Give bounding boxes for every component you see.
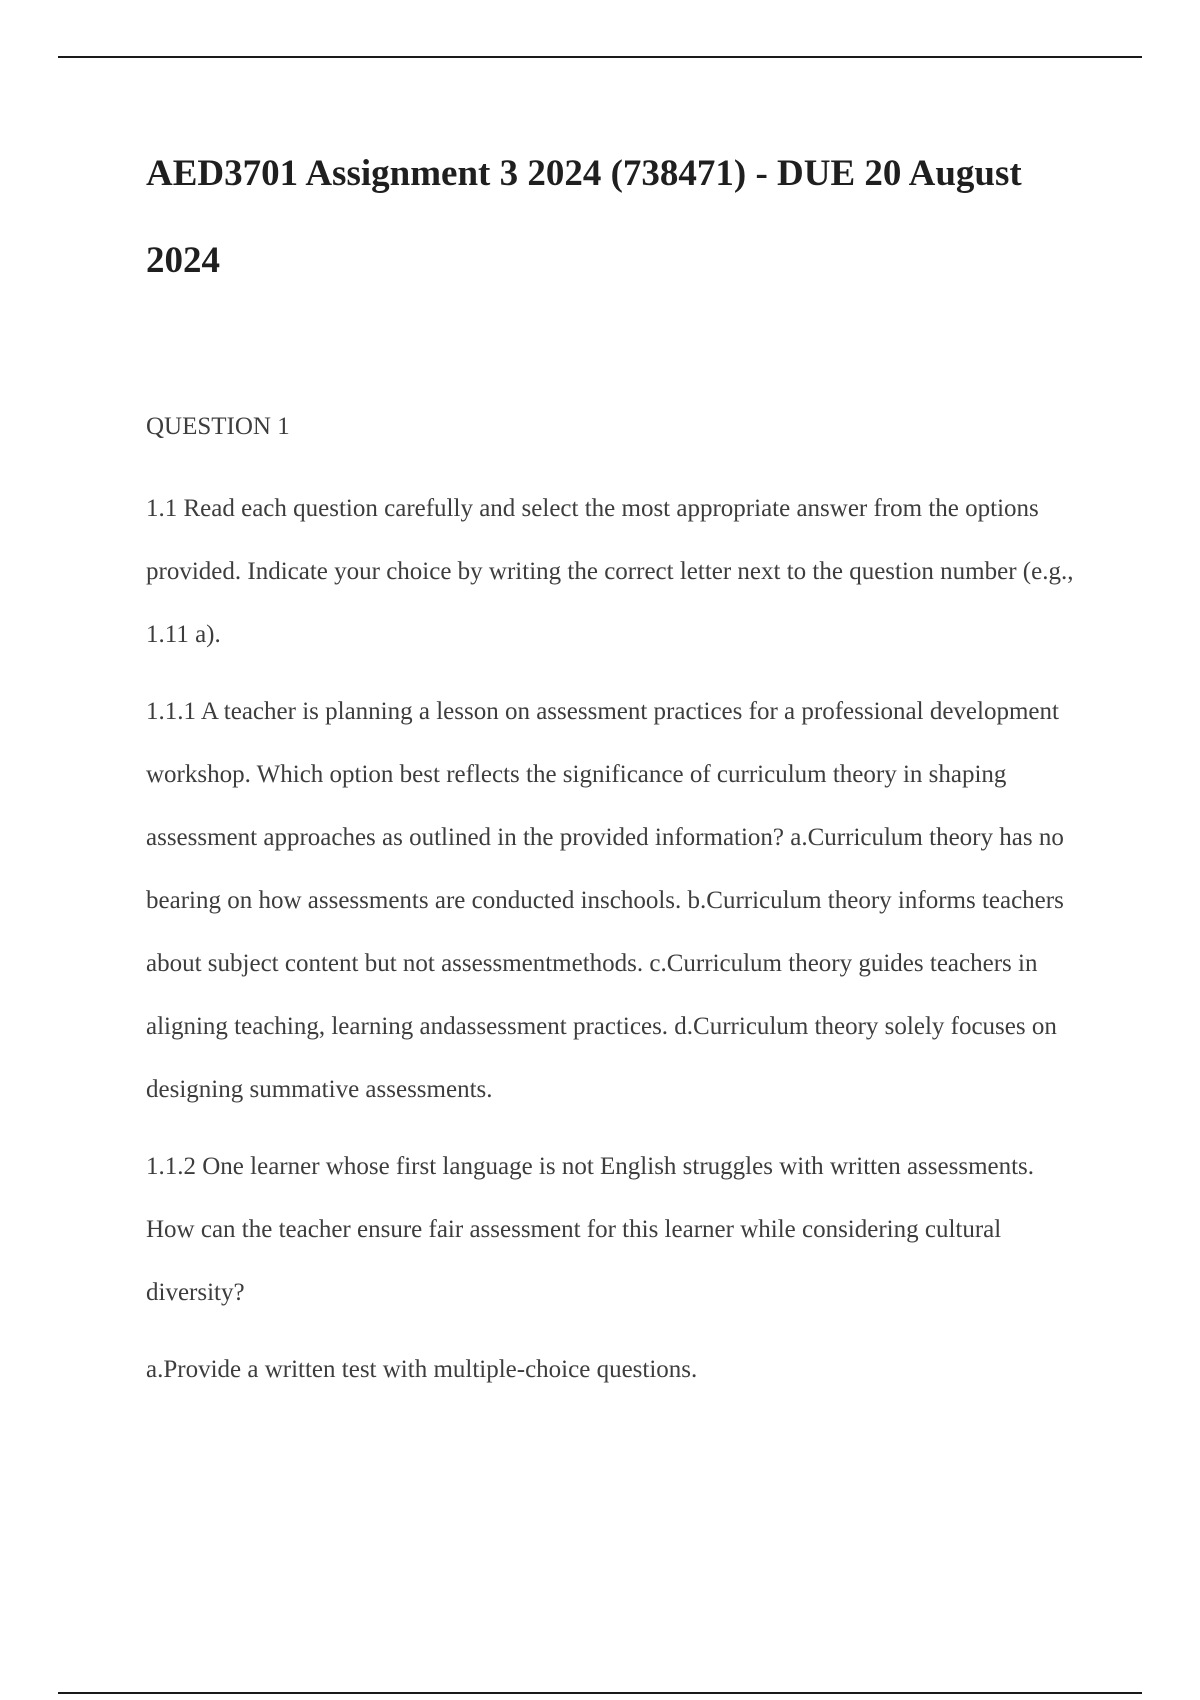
bottom-rule bbox=[58, 1692, 1142, 1694]
paragraph-question-1-1-2: 1.1.2 One learner whose first language is not English struggles with written assessments. How can the teacher ensure fair assessment for this learner while considering cultural diversity? bbox=[146, 1153, 1035, 1306]
document-body bbox=[146, 130, 1076, 1401]
document-title: AED3701 Assignment 3 2024 (738471) - DUE 20 August 2024 bbox=[146, 153, 1022, 281]
section-heading-question-1: QUESTION 1 bbox=[146, 413, 290, 440]
top-rule bbox=[58, 56, 1142, 58]
paragraph-instruction: 1.1 Read each question carefully and select the most appropriate answer from the options provided. Indicate your choice by writing the correct letter next to the question number (e.g., 1.11 a). bbox=[146, 495, 1074, 648]
paragraph-question-1-1-1: 1.1.1 A teacher is planning a lesson on assessment practices for a professional development workshop. Which option best reflects the significance of curriculum theory in shaping assessment approaches as outlined in the provided information? a.Curriculum theory has no bearing on how assessments are conducted inschools. b.Curriculum theory informs teachers about subject content but not assessmentmethods. c.Curriculum theory guides teachers in aligning teaching, learning andassessment practices. d.Curriculum theory solely focuses on designing summative assessments. bbox=[146, 698, 1064, 1103]
paragraph-question-1-1-2-option-a: a.Provide a written test with multiple-choice questions. bbox=[146, 1356, 698, 1383]
